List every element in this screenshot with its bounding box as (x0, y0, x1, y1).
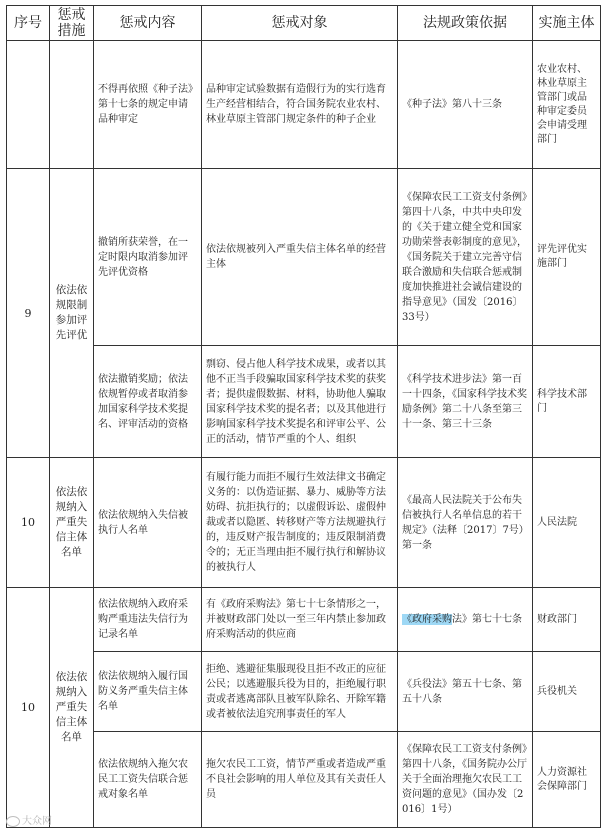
no-cell: 10 (7, 588, 50, 828)
target-cell: 拖欠农民工工资，情节严重或者造成严重不良社会影响的用人单位及其有关责任人员 (202, 732, 398, 828)
target-cell: 依法依规被列入严重失信主体名单的经营主体 (202, 169, 398, 346)
executor-cell: 农业农村、林业草原主管部门或品种审定委员会申请受理部门 (533, 41, 601, 169)
no-cell: 9 (7, 169, 50, 458)
basis-cell: 《兵役法》第五十七条、第五十八条 (398, 652, 533, 732)
content-cell: 依法依规纳入拖欠农民工工资失信联合惩戒对象名单 (94, 732, 202, 828)
basis-cell: 《保障农民工工资支付条例》第四十八条，《国务院办公厅关于全面治理拖欠农民工工资问题的意见》（国办发〔2016〕1号） (398, 732, 533, 828)
header-basis: 法规政策依据 (398, 6, 533, 41)
weibo-logo-icon (6, 816, 20, 827)
measure-cell: 依法依规纳入严重失信主体名单 (50, 588, 94, 828)
basis-cell (398, 588, 533, 652)
basis-cell: 《科学技术进步法》第一百一十四条，《国家科学技术奖励条例》第二十八条至第三十一条、第三十三条 (398, 346, 533, 458)
table-row (7, 346, 601, 458)
measure-cell (50, 41, 94, 169)
table-row (7, 458, 601, 588)
no-cell: 10 (7, 458, 50, 588)
header-measure: 惩戒措施 (50, 6, 94, 41)
target-cell: 剽窃、侵占他人科学技术成果，或者以其他不正当手段骗取国家科学技术奖的获奖者；提供虚假数据、材料，协助他人骗取国家科学技术奖的提名者；以及其他进行影响国家科学技术奖提名和评审公平、公正的活动，情节严重的个人、组织 (202, 346, 398, 458)
executor-cell: 人民法院 (533, 458, 601, 588)
table-row (7, 169, 601, 346)
table-row (7, 588, 601, 652)
measure-cell: 依法依规纳入严重失信主体名单 (50, 458, 94, 588)
watermark (6, 812, 52, 827)
target-cell: 有《政府采购法》第七十七条情形之一，并被财政部门处以一至三年内禁止参加政府采购活动的供应商 (202, 588, 398, 652)
executor-cell: 评先评优实施部门 (533, 169, 601, 346)
content-cell: 依法依规纳入政府采购严重违法失信行为记录名单 (94, 588, 202, 652)
measure-cell: 依法依规限制参加评先评优 (50, 169, 94, 458)
table-row (7, 41, 601, 169)
target-cell: 品种审定试验数据有造假行为的实行选育生产经营相结合，符合国务院农业农村、林业草原主管部门规定条件的种子企业 (202, 41, 398, 169)
basis-cell: 《保障农民工工资支付条例》第四十八条，中共中央印发的《关于建立健全党和国家功勋荣誉表彰制度的意见》，《国务院关于建立完善守信联合激励和失信联合惩戒制度加快推进社会诚信建设的指导意见》（国发〔2016〕33号） (398, 169, 533, 346)
basis-cell: 《种子法》第八十三条 (398, 41, 533, 169)
highlighted-text: 《政府采购 (402, 614, 452, 625)
no-cell (7, 41, 50, 169)
content-cell: 依法撤销奖励；依法依规暂停或者取消参加国家科学技术奖提名、评审活动的资格 (94, 346, 202, 458)
watermark-text: 大众网 (22, 816, 52, 827)
basis-text: 法》第七十七条 (452, 614, 522, 625)
table-row (7, 732, 601, 828)
target-cell: 拒绝、逃避征集服现役且拒不改正的应征公民；以逃避服兵役为目的，拒绝履行职责或者逃离部队且被军队除名、开除军籍或者被依法追究刑事责任的军人 (202, 652, 398, 732)
content-cell: 撤销所获荣誉，在一定时限内取消参加评先评优资格 (94, 169, 202, 346)
header-no: 序号 (7, 6, 50, 41)
content-cell: 不得再依照《种子法》第十七条的规定申请品种审定 (94, 41, 202, 169)
header-target: 惩戒对象 (202, 6, 398, 41)
executor-cell: 科学技术部门 (533, 346, 601, 458)
target-cell: 有履行能力而拒不履行生效法律文书确定义务的：以伪造证据、暴力、威胁等方法妨碍、抗拒执行的；以虚假诉讼、虚假仲裁或者以隐匿、转移财产等方法规避执行的，违反财产报告制度的；违反限制消费令的；无正当理由拒不履行执行和解协议的被执行人 (202, 458, 398, 588)
header-executor: 实施主体 (533, 6, 601, 41)
header-row (7, 6, 601, 41)
basis-cell: 《最高人民法院关于公布失信被执行人名单信息的若干规定》（法释〔2017〕7号）第一条 (398, 458, 533, 588)
content-cell: 依法依规纳入履行国防义务严重失信主体名单 (94, 652, 202, 732)
punishment-table (6, 5, 601, 828)
table-row (7, 652, 601, 732)
header-content: 惩戒内容 (94, 6, 202, 41)
content-cell: 依法依规纳入失信被执行人名单 (94, 458, 202, 588)
executor-cell: 财政部门 (533, 588, 601, 652)
executor-cell: 人力资源社会保障部门 (533, 732, 601, 828)
executor-cell: 兵役机关 (533, 652, 601, 732)
